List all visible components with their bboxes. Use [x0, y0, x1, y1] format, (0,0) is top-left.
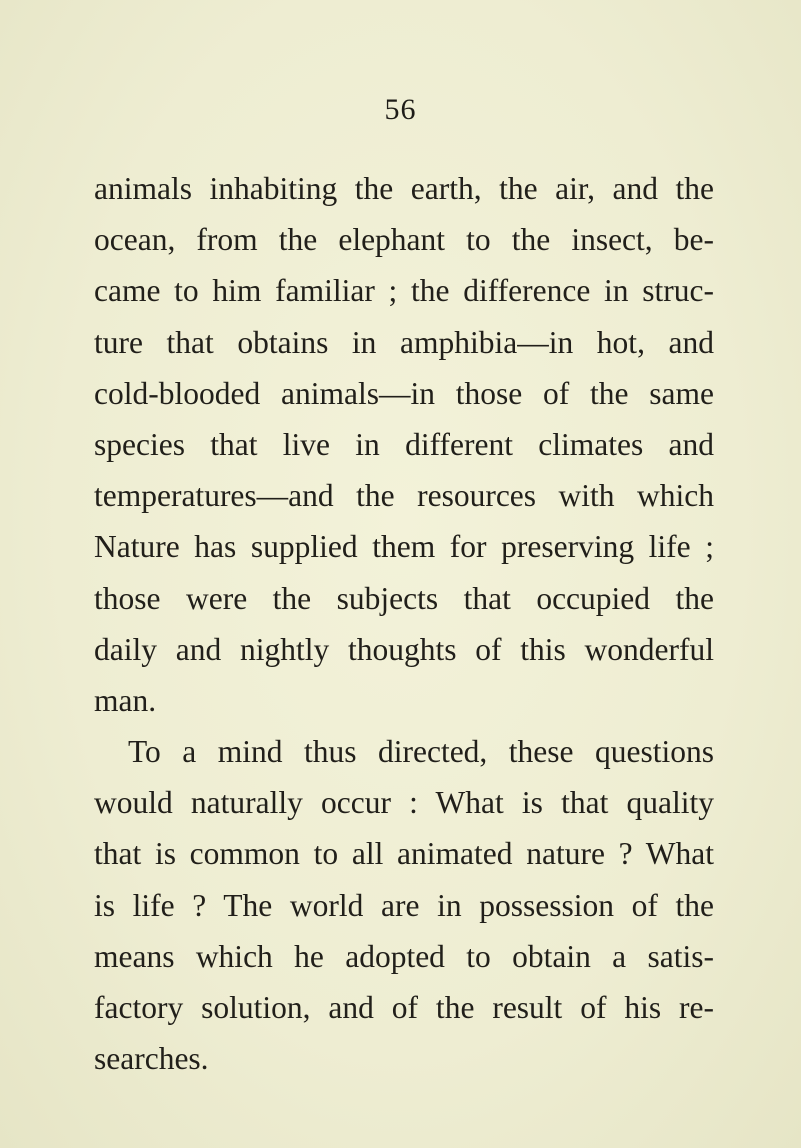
- paragraph-1: [94, 163, 714, 726]
- text-line: would naturally occur : What is that quality: [94, 785, 714, 821]
- text-line: those were the subjects that occupied the: [94, 580, 714, 616]
- body-text: [94, 163, 714, 1084]
- text-line: factory solution, and of the result of his re-: [94, 990, 714, 1025]
- text-line: cold-blooded animals—in those of the same: [94, 375, 714, 411]
- text-line: ocean, from the elephant to the insect, be-: [94, 222, 714, 258]
- text-line: temperatures—and the resources with which: [94, 478, 714, 514]
- text-line: To a mind thus directed, these questions: [128, 734, 714, 770]
- text-line: Nature has supplied them for preserving life ;: [94, 529, 714, 565]
- text-line: daily and nightly thoughts of this wonderful: [94, 631, 714, 667]
- text-line: species that live in different climates and: [94, 426, 714, 462]
- text-line: animals inhabiting the earth, the air, and the: [94, 171, 714, 206]
- text-line: ture that obtains in amphibia—in hot, and: [94, 324, 714, 360]
- text-line: that is common to all animated nature ? What: [94, 836, 714, 872]
- paragraph-2: [94, 726, 714, 1084]
- page-number: 56: [384, 93, 417, 126]
- text-line: searches.: [94, 1041, 209, 1077]
- text-line: is life ? The world are in possession of the: [94, 887, 714, 923]
- text-line: means which he adopted to obtain a satis-: [94, 938, 714, 974]
- text-line: came to him familiar ; the difference in struc-: [94, 273, 714, 309]
- text-line: man.: [94, 682, 157, 718]
